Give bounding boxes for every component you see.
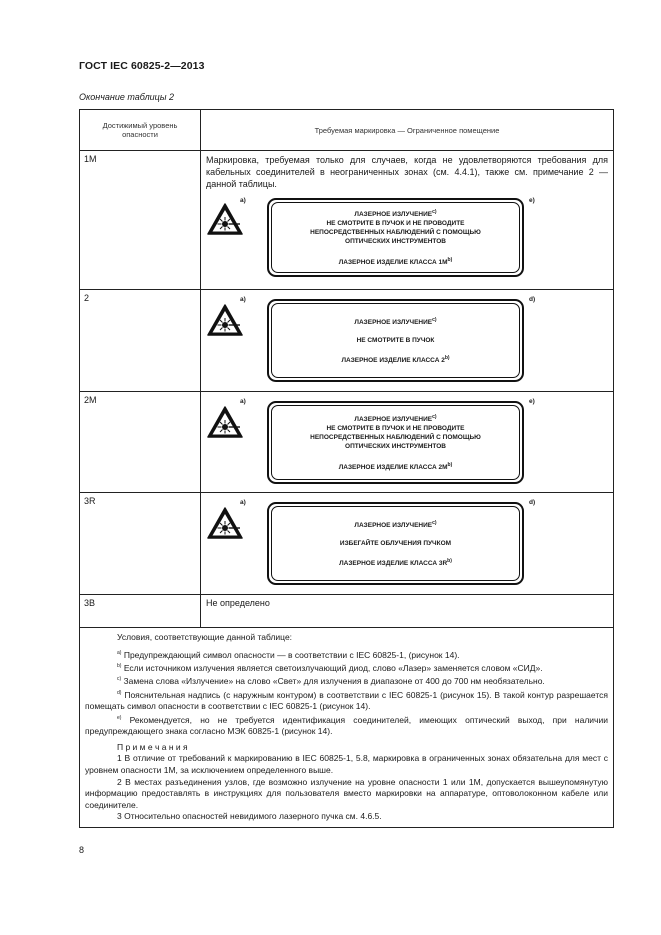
table-row xyxy=(80,391,613,492)
laser-warning-icon xyxy=(207,507,243,539)
hazard-level: 1M xyxy=(80,151,201,289)
footnote-mark: d) xyxy=(529,296,536,303)
col-header-marking: Требуемая маркировка — Ограниченное помещение xyxy=(314,125,500,135)
sign-title: ЛАЗЕРНОЕ ИЗЛУЧЕНИЕ$^{c)}$ xyxy=(354,316,437,326)
table-row xyxy=(80,594,613,627)
hazard-level: 2 xyxy=(80,290,201,391)
footnote-d: $^{d)}$ Пояснительная надпись (с наружным контуром) в соответствии с IEC 60825-1 (рисунок 15). В такой контур разрешается помещать символ опасности в соответствии с IEC 60825-1 (рисунок 14). xyxy=(85,689,608,712)
remarks-title: П р и м е ч а н и я xyxy=(117,741,188,752)
sign-class: ЛАЗЕРНОЕ ИЗДЕЛИЕ КЛАССА $1М^{b)}$ xyxy=(338,257,453,267)
sign-class: ЛАЗЕРНОЕ ИЗДЕЛИЕ КЛАССА $2М^{b)}$ xyxy=(338,462,453,472)
warning-label xyxy=(267,299,524,382)
hazard-level: 3B xyxy=(80,595,201,627)
footnote-e: $^{e)}$ Рекомендуется, но не требуется идентификация соединителей, имеющих оптический выход, при наличии предупреждающего знака согласно МЭК 60825-1 (рисунок 14). xyxy=(85,714,608,737)
marking-cell xyxy=(201,392,613,492)
col-header-level: Достижимый уровень опасности xyxy=(80,110,201,150)
footnote-mark: e) xyxy=(529,197,535,204)
sign-instruction: НЕ СМОТРИТЕ В ПУЧОК xyxy=(356,337,435,344)
marking-cell xyxy=(201,151,613,289)
table-row xyxy=(80,289,613,391)
footnote-c: $^{c)}$ Замена слова «Излучение» на слово «Свет» для излучения в диапазоне от 400 до 700 нм необязательно. xyxy=(117,676,545,687)
footnote-mark: e) xyxy=(529,398,535,405)
footnote-mark: a) xyxy=(240,197,246,204)
footnote-mark: a) xyxy=(240,296,246,303)
hazard-level: 3R xyxy=(80,493,201,594)
warning-label xyxy=(267,198,524,277)
sign-instruction: НЕ СМОТРИТЕ В ПУЧОК И НЕ ПРОВОДИТЕ НЕПОСРЕДСТВЕННЫХ НАБЛЮДЕНИЙ С ПОМОЩЬЮ ОПТИЧЕСКИХ ИНСТРУМЕНТОВ xyxy=(310,220,481,245)
laser-warning-icon xyxy=(207,406,243,438)
footnote-b: $^{b)}$ Если источником излучения является светоизлучающий диод, слово «Лазер» заменяется словом «СИД». xyxy=(117,662,543,673)
laser-warning-icon xyxy=(207,203,243,235)
marking-description: Не определено xyxy=(206,598,270,608)
sign-title: ЛАЗЕРНОЕ ИЗЛУЧЕНИЕ$^{c)}$ xyxy=(354,413,437,423)
table-row xyxy=(80,150,613,289)
sign-class: ЛАЗЕРНОЕ ИЗДЕЛИЕ КЛАССА $3R^{b)}$ xyxy=(339,558,452,568)
sign-instruction: НЕ СМОТРИТЕ В ПУЧОК И НЕ ПРОВОДИТЕ НЕПОСРЕДСТВЕННЫХ НАБЛЮДЕНИЙ С ПОМОЩЬЮ ОПТИЧЕСКИХ ИНСТРУМЕНТОВ xyxy=(310,425,481,450)
marking-description: Маркировка, требуемая только для случаев, когда не удовлетворяются требования для кабельных соединителей в неограниченных зонах (см. 4.4.1), также см. примечание 2 — данной таблицы. xyxy=(206,155,608,189)
warning-label xyxy=(267,502,524,585)
marking-cell xyxy=(201,290,613,391)
remark-3: 3 Относительно опасностей невидимого лазерного пучка см. 4.6.5. xyxy=(117,811,382,822)
footnote-mark: a) xyxy=(240,398,246,405)
notes-intro: Условия, соответствующие данной таблице: xyxy=(117,632,293,642)
remark-1: 1 В отличие от требований к маркированию в IEC 60825-1, 5.8, маркировка в ограниченных зонах обязательна для мест с уровнем опасности 1М, за исключением определенного выше. xyxy=(85,753,608,776)
footnote-a: $^{a)}$ Предупреждающий символ опасности — в соответствии с IEC 60825-1, (рисунок 14). xyxy=(117,649,460,660)
table-row xyxy=(80,492,613,594)
marking-table xyxy=(79,109,614,828)
footnote-mark: d) xyxy=(529,499,536,506)
sign-title: ЛАЗЕРНОЕ ИЗЛУЧЕНИЕ$^{c)}$ xyxy=(354,519,437,529)
hazard-level: 2M xyxy=(80,392,201,492)
remark-2: 2 В местах разъединения узлов, где возможно излучение на уровне опасности 1 или 1М, допускается вышеупомянутую информацию предоставлять в инструкциях для пользователя вместо маркировки на аппаратуре, оптоволоконном кабеле или соединителе. xyxy=(85,776,608,810)
warning-label xyxy=(267,401,524,484)
sign-class: ЛАЗЕРНОЕ ИЗДЕЛИЕ КЛАССА 2$^{b)}$ xyxy=(341,355,450,365)
sign-instruction: ИЗБЕГАЙТЕ ОБЛУЧЕНИЯ ПУЧКОМ xyxy=(339,540,452,547)
page-number: 8 xyxy=(79,845,85,855)
sign-title: ЛАЗЕРНОЕ ИЗЛУЧЕНИЕ$^{c)}$ xyxy=(354,208,437,218)
table-notes xyxy=(80,627,613,827)
table-caption: Окончание таблицы 2 xyxy=(79,92,174,102)
marking-cell xyxy=(201,493,613,594)
laser-warning-icon xyxy=(207,304,243,336)
document-header: ГОСТ IEC 60825-2—2013 xyxy=(79,60,205,72)
footnote-mark: a) xyxy=(240,499,246,506)
table-header-row xyxy=(80,110,613,150)
